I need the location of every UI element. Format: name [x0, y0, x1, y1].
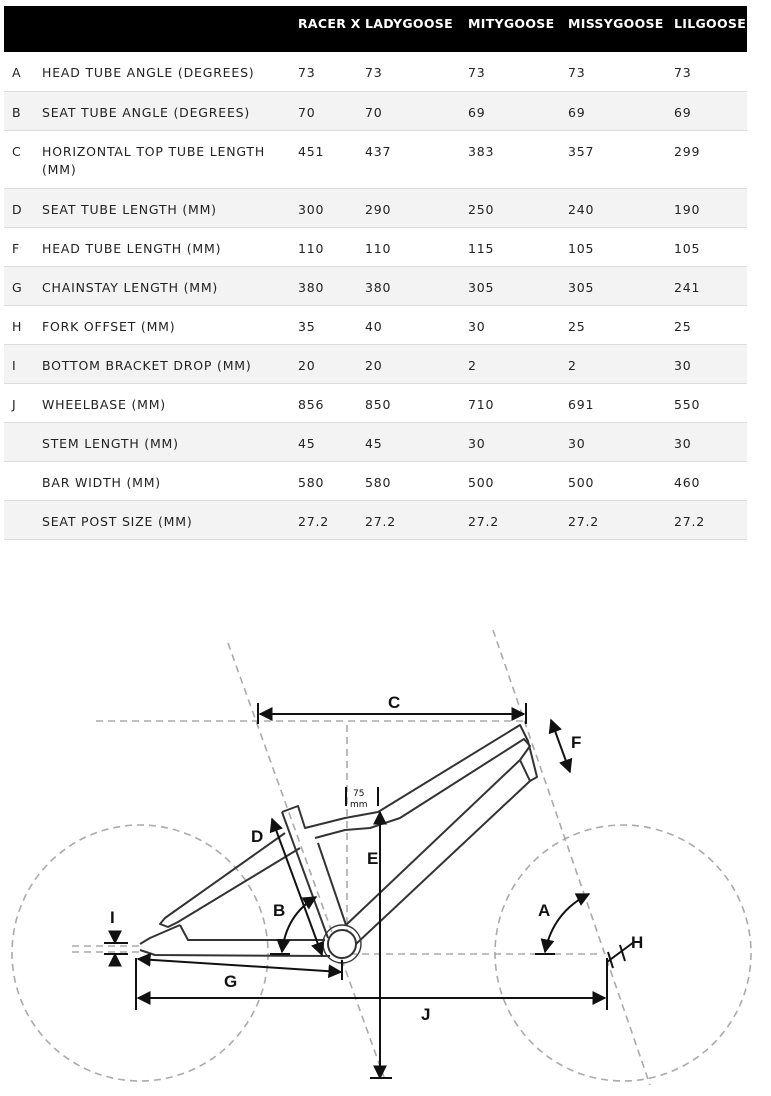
- row-label: SEAT POST SIZE (MM): [42, 500, 298, 539]
- seat-offset-value: 75: [353, 789, 365, 799]
- value-mitygoose: 305: [468, 266, 568, 305]
- label-c: C: [388, 693, 401, 712]
- value-missygoose: 30: [568, 422, 674, 461]
- row-code: F: [4, 227, 42, 266]
- value-ladygoose: 70: [365, 91, 468, 130]
- header-missygoose: MISSYGOOSE: [568, 6, 674, 52]
- row-code: C: [4, 130, 42, 188]
- seat-offset-unit: mm: [350, 800, 368, 810]
- row-code: [4, 461, 42, 500]
- value-missygoose: 240: [568, 188, 674, 227]
- row-code: I: [4, 344, 42, 383]
- value-ladygoose: 110: [365, 227, 468, 266]
- row-code: [4, 500, 42, 539]
- header-cell-label: [42, 6, 298, 52]
- value-lilgoose: 241: [674, 266, 747, 305]
- value-lilgoose: 460: [674, 461, 747, 500]
- value-racer-x: 45: [298, 422, 365, 461]
- row-code: H: [4, 305, 42, 344]
- value-missygoose: 305: [568, 266, 674, 305]
- label-g: G: [224, 972, 238, 991]
- row-label: STEM LENGTH (MM): [42, 422, 298, 461]
- table-row: [4, 188, 747, 227]
- value-racer-x: 110: [298, 227, 365, 266]
- row-label: BOTTOM BRACKET DROP (MM): [42, 344, 298, 383]
- value-racer-x: 580: [298, 461, 365, 500]
- value-ladygoose: 437: [365, 130, 468, 188]
- dimension-g: [138, 959, 341, 972]
- row-label: BAR WIDTH (MM): [42, 461, 298, 500]
- guide-lines: [72, 630, 650, 1085]
- row-label: HEAD TUBE LENGTH (MM): [42, 227, 298, 266]
- value-lilgoose: 190: [674, 188, 747, 227]
- value-racer-x: 20: [298, 344, 365, 383]
- value-racer-x: 27.2: [298, 500, 365, 539]
- row-label: HEAD TUBE ANGLE (DEGREES): [42, 52, 298, 91]
- value-mitygoose: 115: [468, 227, 568, 266]
- table-row: [4, 500, 747, 539]
- value-mitygoose: 250: [468, 188, 568, 227]
- value-mitygoose: 30: [468, 305, 568, 344]
- table-row: [4, 305, 747, 344]
- label-f: F: [571, 733, 582, 752]
- value-lilgoose: 30: [674, 422, 747, 461]
- label-b: B: [273, 901, 286, 920]
- label-a: A: [538, 901, 551, 920]
- angle-a-arc: [545, 894, 589, 952]
- table-row: [4, 130, 747, 188]
- header-mitygoose: MITYGOOSE: [468, 6, 568, 52]
- value-lilgoose: 69: [674, 91, 747, 130]
- table-row: [4, 422, 747, 461]
- value-racer-x: 70: [298, 91, 365, 130]
- value-missygoose: 691: [568, 383, 674, 422]
- row-code: [4, 422, 42, 461]
- value-ladygoose: 850: [365, 383, 468, 422]
- row-code: D: [4, 188, 42, 227]
- table-header-row: [4, 6, 747, 52]
- row-label: SEAT TUBE LENGTH (MM): [42, 188, 298, 227]
- value-missygoose: 105: [568, 227, 674, 266]
- value-ladygoose: 20: [365, 344, 468, 383]
- header-lilgoose: LILGOOSE: [674, 6, 747, 52]
- header-racer-x: RACER X: [298, 6, 365, 52]
- row-label: HORIZONTAL TOP TUBE LENGTH (MM): [42, 130, 298, 188]
- value-lilgoose: 27.2: [674, 500, 747, 539]
- value-lilgoose: 550: [674, 383, 747, 422]
- table-row: [4, 383, 747, 422]
- table-row: [4, 344, 747, 383]
- value-lilgoose: 105: [674, 227, 747, 266]
- table-row: [4, 266, 747, 305]
- row-code: J: [4, 383, 42, 422]
- value-missygoose: 27.2: [568, 500, 674, 539]
- value-racer-x: 73: [298, 52, 365, 91]
- geometry-table: [4, 6, 747, 540]
- value-ladygoose: 580: [365, 461, 468, 500]
- header-ladygoose: LADYGOOSE: [365, 6, 468, 52]
- value-racer-x: 451: [298, 130, 365, 188]
- value-mitygoose: 710: [468, 383, 568, 422]
- value-racer-x: 856: [298, 383, 365, 422]
- value-lilgoose: 25: [674, 305, 747, 344]
- value-missygoose: 500: [568, 461, 674, 500]
- value-missygoose: 69: [568, 91, 674, 130]
- value-mitygoose: 69: [468, 91, 568, 130]
- value-ladygoose: 27.2: [365, 500, 468, 539]
- label-h: H: [631, 933, 644, 952]
- value-ladygoose: 40: [365, 305, 468, 344]
- dimension-f: [551, 720, 570, 772]
- value-mitygoose: 2: [468, 344, 568, 383]
- value-ladygoose: 290: [365, 188, 468, 227]
- header-cell-code: [4, 6, 42, 52]
- value-missygoose: 73: [568, 52, 674, 91]
- row-label: FORK OFFSET (MM): [42, 305, 298, 344]
- value-lilgoose: 73: [674, 52, 747, 91]
- row-label: SEAT TUBE ANGLE (DEGREES): [42, 91, 298, 130]
- label-j: J: [421, 1005, 431, 1024]
- bike-geometry-diagram: [0, 560, 771, 1096]
- value-lilgoose: 30: [674, 344, 747, 383]
- value-racer-x: 300: [298, 188, 365, 227]
- value-mitygoose: 30: [468, 422, 568, 461]
- row-code: B: [4, 91, 42, 130]
- table-row: [4, 52, 747, 91]
- bike-frame: [140, 725, 537, 963]
- label-d: D: [251, 827, 264, 846]
- value-ladygoose: 380: [365, 266, 468, 305]
- value-mitygoose: 27.2: [468, 500, 568, 539]
- value-mitygoose: 500: [468, 461, 568, 500]
- value-missygoose: 2: [568, 344, 674, 383]
- value-mitygoose: 383: [468, 130, 568, 188]
- table-row: [4, 91, 747, 130]
- value-missygoose: 25: [568, 305, 674, 344]
- value-mitygoose: 73: [468, 52, 568, 91]
- value-missygoose: 357: [568, 130, 674, 188]
- value-racer-x: 380: [298, 266, 365, 305]
- rear-wheel-outline: [12, 825, 268, 1081]
- value-racer-x: 35: [298, 305, 365, 344]
- dimension-d: [272, 819, 322, 955]
- row-code: A: [4, 52, 42, 91]
- row-label: CHAINSTAY LENGTH (MM): [42, 266, 298, 305]
- dimension-lines: [104, 703, 634, 1078]
- label-e: E: [367, 849, 379, 868]
- table-row: [4, 227, 747, 266]
- label-i: I: [110, 908, 115, 927]
- table-row: [4, 461, 747, 500]
- value-lilgoose: 299: [674, 130, 747, 188]
- row-code: G: [4, 266, 42, 305]
- value-ladygoose: 73: [365, 52, 468, 91]
- value-ladygoose: 45: [365, 422, 468, 461]
- row-label: WHEELBASE (MM): [42, 383, 298, 422]
